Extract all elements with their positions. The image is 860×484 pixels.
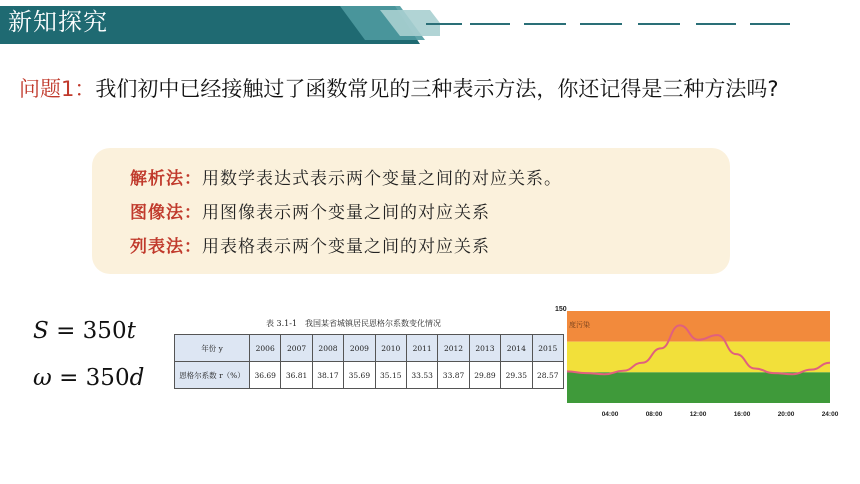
dash-line bbox=[638, 23, 680, 25]
pollution-chart bbox=[555, 303, 840, 423]
table-row bbox=[175, 362, 564, 389]
dash-line bbox=[696, 23, 736, 25]
table-cell: 2015 bbox=[532, 335, 563, 362]
question-prefix: 问题1： bbox=[19, 77, 96, 101]
method-graph bbox=[130, 198, 490, 228]
formula-lhs: S bbox=[33, 318, 49, 344]
chart-band-label: 度污染 bbox=[569, 321, 590, 329]
method-analytic bbox=[130, 164, 562, 194]
table-cell: 36.81 bbox=[281, 362, 312, 389]
table-cell: 28.57 bbox=[532, 362, 563, 389]
table-cell: 38.17 bbox=[312, 362, 343, 389]
table-cell: 2007 bbox=[281, 335, 312, 362]
method-desc: 用数学表达式表示两个变量之间的对应关系。 bbox=[202, 169, 562, 189]
formula-distance bbox=[33, 318, 136, 344]
formula-eq: = bbox=[48, 318, 83, 344]
table-cell: 2010 bbox=[375, 335, 406, 362]
method-desc: 用表格表示两个变量之间的对应关系 bbox=[202, 237, 490, 257]
table-cell: 2009 bbox=[344, 335, 375, 362]
methods-box bbox=[92, 148, 730, 274]
table-cell: 29.35 bbox=[501, 362, 532, 389]
table-caption: 表 3.1-1 我国某省城镇居民恩格尔系数变化情况 bbox=[266, 319, 442, 328]
method-table bbox=[130, 232, 490, 262]
table-row-label: 年份 y bbox=[175, 335, 250, 362]
formula-lhs: ω bbox=[33, 365, 52, 391]
dash-line bbox=[426, 23, 462, 25]
table-cell: 35.15 bbox=[375, 362, 406, 389]
table-cell: 33.53 bbox=[406, 362, 437, 389]
table-cell: 2012 bbox=[438, 335, 469, 362]
formula-var: t bbox=[126, 318, 136, 344]
dash-line bbox=[524, 23, 566, 25]
chart-x-axis bbox=[602, 411, 839, 418]
table-cell: 2008 bbox=[312, 335, 343, 362]
chart-band bbox=[567, 372, 830, 403]
table-cell: 35.69 bbox=[344, 362, 375, 389]
method-term: 图像法： bbox=[130, 203, 202, 223]
formula-eq: = bbox=[51, 365, 86, 391]
chart-x-tick: 12:00 bbox=[689, 411, 707, 418]
engel-table bbox=[174, 334, 564, 389]
title-dashes bbox=[426, 23, 796, 25]
formula-var: d bbox=[129, 365, 145, 391]
chart-y-label: 150 bbox=[555, 306, 567, 313]
chart-x-tick: 20:00 bbox=[777, 411, 795, 418]
table-row-label: 恩格尔系数 r（%） bbox=[175, 362, 250, 389]
dash-line bbox=[750, 23, 790, 25]
question-text bbox=[19, 74, 849, 104]
formula-coef: 350 bbox=[82, 318, 127, 344]
chart-band bbox=[567, 342, 830, 373]
dash-line bbox=[470, 23, 510, 25]
table-cell: 2011 bbox=[406, 335, 437, 362]
method-term: 列表法： bbox=[130, 237, 202, 257]
engel-table-figure bbox=[174, 318, 566, 406]
table-row bbox=[175, 335, 564, 362]
section-banner bbox=[0, 0, 440, 44]
method-term: 解析法： bbox=[130, 169, 202, 189]
chart-x-tick: 08:00 bbox=[645, 411, 663, 418]
table-cell: 33.87 bbox=[438, 362, 469, 389]
section-title: 新知探究 bbox=[8, 8, 108, 36]
formula-coef: 350 bbox=[85, 365, 130, 391]
table-cell: 36.69 bbox=[250, 362, 281, 389]
question-body: 我们初中已经接触过了函数常见的三种表示方法，你还记得是三种方法吗? bbox=[95, 77, 779, 101]
chart-x-tick: 16:00 bbox=[733, 411, 751, 418]
table-cell: 2006 bbox=[250, 335, 281, 362]
chart-band bbox=[567, 311, 830, 342]
formula-omega bbox=[33, 365, 144, 391]
table-cell: 29.89 bbox=[469, 362, 500, 389]
dash-line bbox=[580, 23, 622, 25]
chart-x-tick: 24:00 bbox=[821, 411, 839, 418]
table-cell: 2013 bbox=[469, 335, 500, 362]
method-desc: 用图像表示两个变量之间的对应关系 bbox=[202, 203, 490, 223]
table-cell: 2014 bbox=[501, 335, 532, 362]
chart-x-tick: 04:00 bbox=[601, 411, 619, 418]
chart-bands bbox=[567, 311, 830, 403]
